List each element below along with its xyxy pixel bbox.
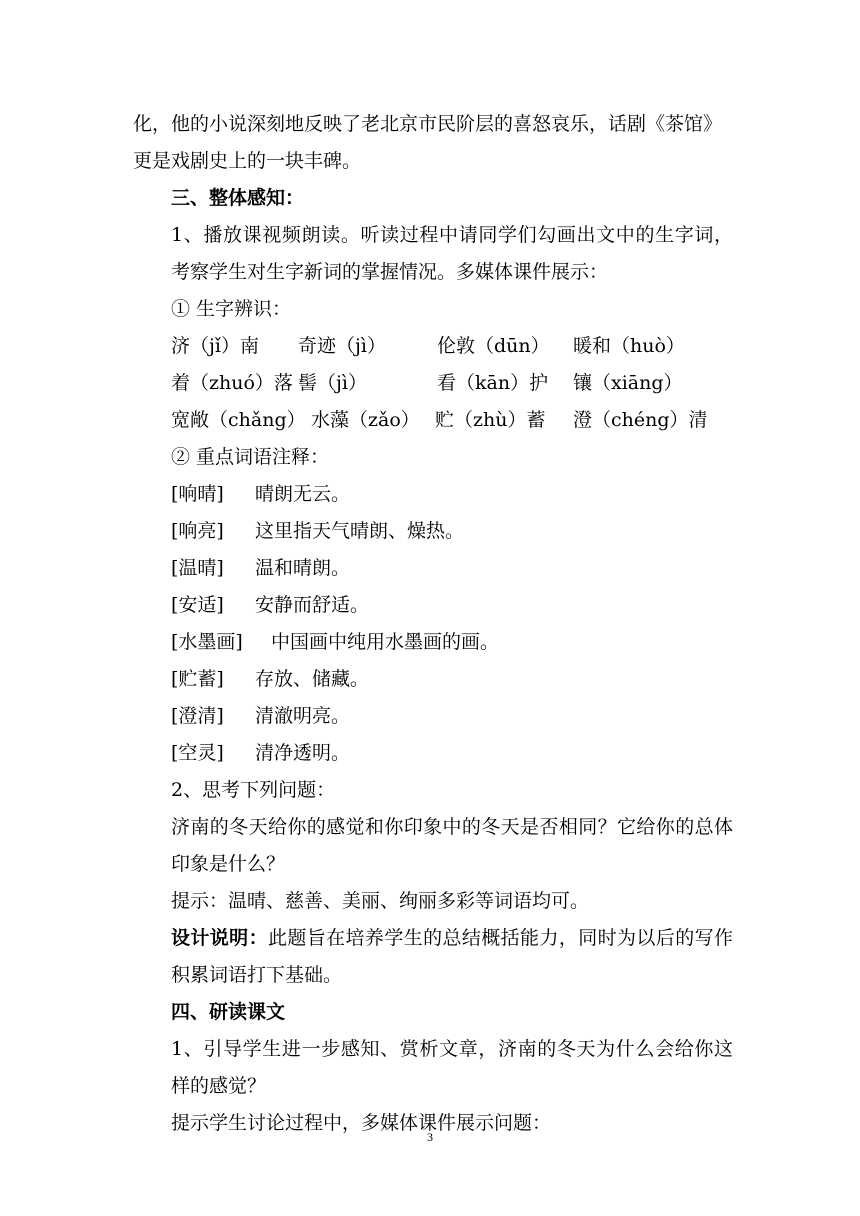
subheading-character-recognition: ① 生字辨识：	[171, 298, 292, 320]
page-content	[133, 106, 733, 1142]
page-number: 3	[427, 1130, 433, 1144]
design-note-label: 设计说明：	[171, 927, 268, 949]
paragraph-close-reading-item-1: 1、引导学生进一步感知、赏析文章，济南的冬天为什么会给你这样的感觉？	[171, 1038, 733, 1097]
term-definition: 中国画中纯用水墨画的画。	[271, 631, 500, 653]
term-entry	[133, 513, 733, 550]
vocab-row	[133, 402, 733, 439]
intro-line-1: 化，他的小说深刻地反映了老北京市民阶层的喜怒哀乐，话剧《茶馆》	[133, 113, 723, 135]
term-entry	[133, 587, 733, 624]
vocab-item: 贮（zhù）蓄	[435, 409, 546, 431]
term-label: [安适]	[171, 594, 224, 616]
intro-line-2: 更是戏剧史上的一块丰碑。	[133, 150, 362, 172]
term-label: [水墨画]	[171, 631, 243, 653]
term-label: [响亮]	[171, 520, 224, 542]
term-entry	[133, 550, 733, 587]
term-label: [温晴]	[171, 557, 224, 579]
term-entry	[133, 624, 733, 661]
term-label: [贮蓄]	[171, 668, 224, 690]
term-entry	[133, 698, 733, 735]
term-definition: 存放、储藏。	[255, 668, 370, 690]
hint-paragraph: 提示：温晴、慈善、美丽、绚丽多彩等词语均可。	[171, 890, 590, 912]
vocab-item: 髻（jì）	[298, 372, 367, 394]
term-definition: 安静而舒适。	[255, 594, 370, 616]
term-label: [空灵]	[171, 742, 224, 764]
vocab-item: 着（zhuó）落	[171, 372, 293, 394]
vocab-item: 水藻（zǎo）	[311, 409, 420, 431]
vocab-item: 暖和（huò）	[573, 335, 685, 357]
vocab-row	[133, 365, 733, 402]
term-definition: 清净透明。	[255, 742, 351, 764]
vocab-item: 济（jǐ）南	[171, 335, 259, 357]
term-definition: 这里指天气晴朗、燥热。	[255, 520, 465, 542]
section-heading-close-reading: 四、研读课文	[171, 1001, 286, 1023]
design-note-text: 此题旨在培养学生的总结概括能力，同时为以后的写作积累词语打下基础。	[171, 927, 733, 986]
vocab-item: 镶（xiāng）	[573, 372, 683, 394]
term-label: [澄清]	[171, 705, 224, 727]
term-entry	[133, 661, 733, 698]
term-definition: 晴朗无云。	[255, 483, 351, 505]
paragraph-item-1: 1、播放课视频朗读。听读过程中请同学们勾画出文中的生字词，考察学生对生字新词的掌握情况。多媒体课件展示：	[171, 224, 733, 283]
term-definition: 清澈明亮。	[255, 705, 351, 727]
design-note-paragraph	[133, 920, 733, 994]
vocab-item: 宽敞（chǎng）	[171, 409, 306, 431]
paragraph-item-2: 2、思考下列问题：	[171, 779, 336, 801]
term-label: [响晴]	[171, 483, 224, 505]
term-entry	[133, 735, 733, 772]
vocab-row	[133, 328, 733, 365]
vocab-item: 澄（chéng）清	[573, 409, 708, 431]
subheading-key-terms: ② 重点词语注释：	[171, 446, 330, 468]
question-paragraph: 济南的冬天给你的感觉和你印象中的冬天是否相同？它给你的总体印象是什么？	[171, 816, 733, 875]
section-heading-overall-perception: 三、整体感知：	[171, 187, 305, 209]
vocab-item: 伦敦（dūn）	[437, 335, 550, 357]
vocab-item: 奇迹（jì）	[298, 335, 386, 357]
term-entry	[133, 476, 733, 513]
prompt-paragraph: 提示学生讨论过程中，多媒体课件展示问题：	[171, 1112, 552, 1134]
term-definition: 温和晴朗。	[255, 557, 351, 579]
vocab-item: 看（kān）护	[437, 372, 549, 394]
